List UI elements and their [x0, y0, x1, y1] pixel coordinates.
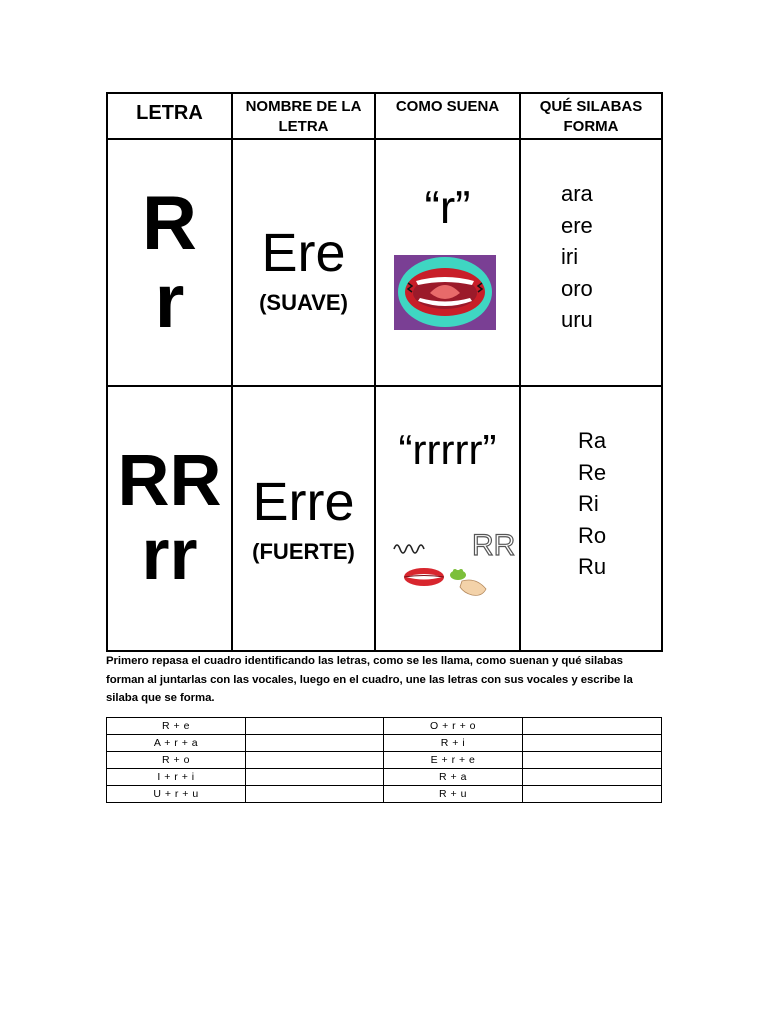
header-silabas: [520, 93, 662, 139]
letter-lower: r: [154, 258, 185, 344]
letter-type: (FUERTE): [252, 539, 355, 564]
syllable-item: oro: [561, 275, 593, 301]
letter-upper: R: [142, 180, 197, 266]
name-cell-r: [232, 139, 375, 386]
syllable-item: Ra: [578, 428, 607, 453]
exercise-row: [107, 786, 662, 803]
sound-text: “rrrrr”: [398, 426, 497, 473]
answer-cell[interactable]: [523, 769, 662, 786]
syllable-item: Ro: [578, 522, 607, 548]
syllable-list-r: [561, 178, 593, 336]
answer-cell[interactable]: [523, 752, 662, 769]
illustration-rr-label: RR: [472, 529, 516, 562]
exercise-row: [107, 752, 662, 769]
sound-text: “r”: [424, 181, 471, 233]
exercise-prompt: O + r + o: [384, 718, 523, 735]
exercise-prompt: U + r + u: [107, 786, 246, 803]
letter-cell-r: [107, 139, 232, 386]
header-silabas-text: QUÉ SILABAS FORMA: [539, 98, 643, 135]
syllable-item: Ri: [578, 491, 599, 516]
syllable-list-rr: [578, 425, 606, 583]
exercise-row: [107, 735, 662, 752]
syllable-item: Ru: [578, 554, 607, 579]
answer-cell[interactable]: [523, 786, 662, 803]
chart-row-rr: [107, 386, 662, 651]
chart-header-row: [107, 93, 662, 139]
exercise-row: [107, 718, 662, 735]
exercise-prompt: I + r + i: [107, 769, 246, 786]
syllable-item: ere: [561, 212, 593, 238]
header-nombre-text: NOMBRE DE LA LETRA: [245, 98, 362, 135]
exercise-prompt: E + r + e: [384, 752, 523, 769]
name-cell-rr: [232, 386, 375, 651]
letter-chart: [106, 92, 663, 652]
exercise-prompt: R + i: [384, 735, 523, 752]
letter-type: (SUAVE): [259, 290, 348, 315]
syllable-item: ara: [561, 181, 593, 206]
sound-cell-r: [375, 139, 520, 386]
syllables-cell-rr: [520, 386, 662, 651]
syllable-item: Re: [578, 459, 607, 485]
header-nombre: [232, 93, 375, 139]
letter-name: Ere: [261, 223, 346, 283]
syllable-item: uru: [561, 307, 593, 332]
answer-cell[interactable]: [246, 718, 384, 735]
name-block-rr: [233, 472, 374, 565]
name-block-r: [233, 223, 374, 316]
exercise-table: [106, 717, 662, 803]
header-como-suena: COMO SUENA: [375, 93, 520, 139]
answer-cell[interactable]: [523, 735, 662, 752]
letter-name: Erre: [252, 472, 355, 532]
letter-pair-r: [108, 140, 231, 385]
syllables-cell-r: [520, 139, 662, 386]
answer-cell[interactable]: [246, 735, 384, 752]
exercise-prompt: R + u: [384, 786, 523, 803]
syllable-item: iri: [561, 244, 579, 269]
exercise-prompt: A + r + a: [107, 735, 246, 752]
exercise-prompt: R + o: [107, 752, 246, 769]
instructions-paragraph: Primero repasa el cuadro identificando las letras, como se les llama, como suenan y qué silabas forman al juntarlas con las vocales, luego en el cuadro, une las letras con sus vocales y escribe la silaba que se forma.: [106, 655, 633, 704]
exercise-row: [107, 769, 662, 786]
letter-lower: rr: [141, 514, 198, 595]
header-letra: LETRA: [107, 93, 232, 139]
exercise-prompt: R + a: [384, 769, 523, 786]
letter-pair-rr: [108, 387, 231, 650]
letter-upper: RR: [117, 441, 222, 522]
sound-cell-rr: [375, 386, 520, 651]
vibrating-lips-image: [388, 525, 516, 605]
answer-cell[interactable]: [246, 786, 384, 803]
mouth-tongue-image: [394, 255, 496, 330]
chart-row-r: [107, 139, 662, 386]
answer-cell[interactable]: [246, 769, 384, 786]
letter-cell-rr: [107, 386, 232, 651]
answer-cell[interactable]: [246, 752, 384, 769]
answer-cell[interactable]: [523, 718, 662, 735]
exercise-prompt: R + e: [107, 718, 246, 735]
